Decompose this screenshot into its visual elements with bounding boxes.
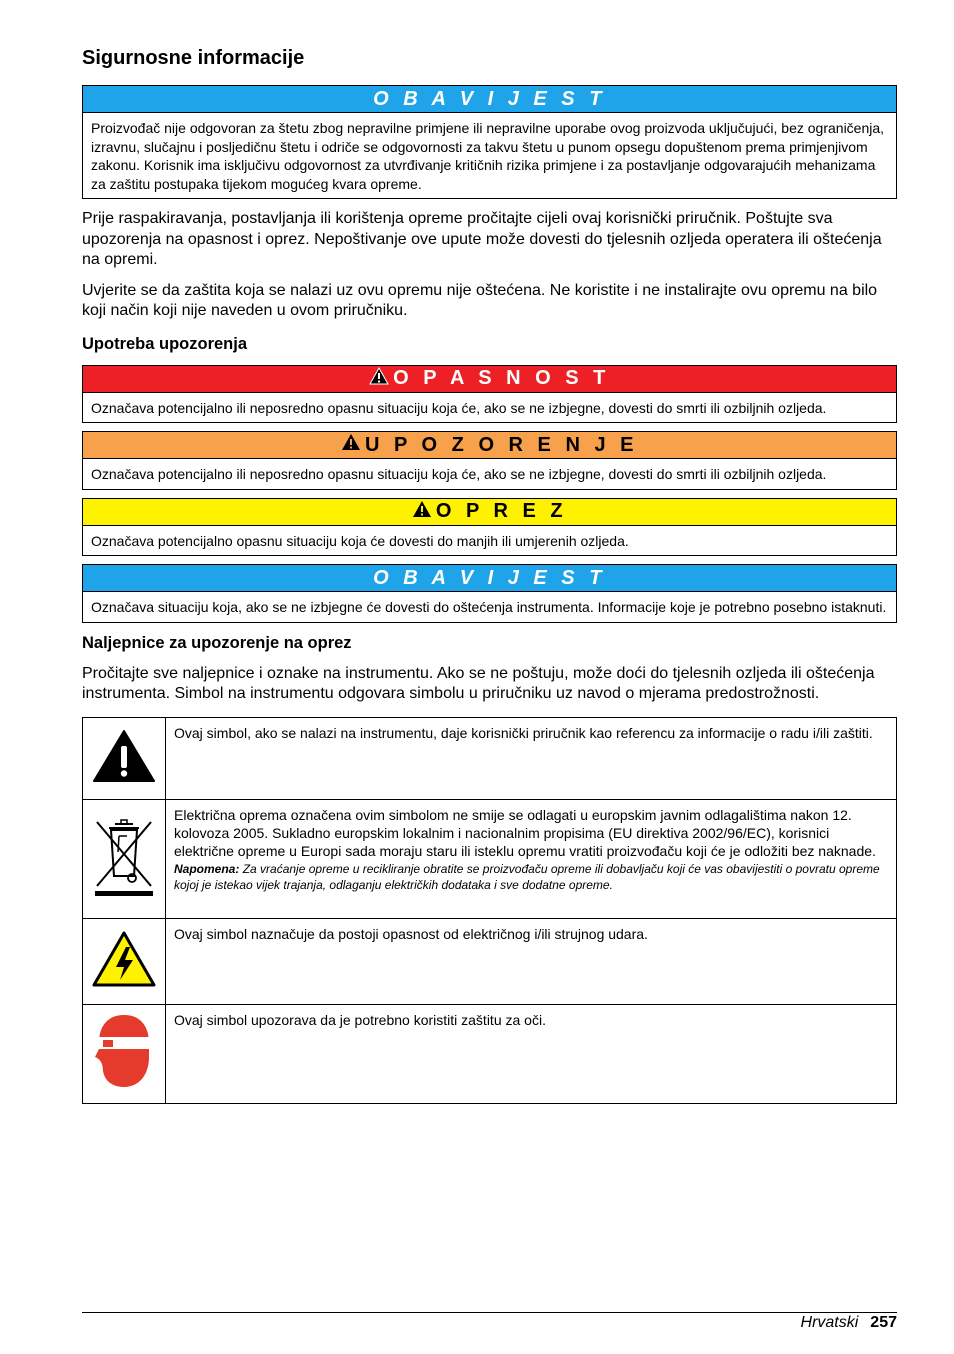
section-heading-warnings: Upotreba upozorenja <box>82 334 248 353</box>
page-number: 257 <box>870 1314 897 1331</box>
warning-label: U P O Z O R E N J E <box>365 433 638 456</box>
danger-text: Označava potencijalno ili neposredno opasnu situaciju koja će, ako se ne izbjegne, dovesti do smrti ili ozbiljnih ozljeda. <box>91 399 827 416</box>
danger-box <box>82 365 897 424</box>
footer-divider <box>82 1312 897 1313</box>
note <box>174 861 888 893</box>
table-row <box>83 717 897 799</box>
notice-box-top <box>82 85 897 199</box>
warning-triangle-icon <box>83 717 166 799</box>
note-label: Napomena: <box>174 861 240 876</box>
danger-label: O P A S N O S T <box>393 367 610 389</box>
symbols-table <box>82 717 897 1104</box>
caution-text: Označava potencijalno opasnu situaciju koja će dovesti do manjih ili umjerenih ozljeda. <box>91 532 629 549</box>
eye-protection-icon <box>83 1004 166 1103</box>
labels-paragraph: Pročitajte sve naljepnice i oznake na instrumentu. Ako se ne poštuju, može doći do tjelesnih ozljeda ili oštećenja instrumenta. Simbol na instrumentu odgovara simbolu u priručniku uz navod o mjerama predostrožnosti. <box>82 664 875 702</box>
danger-header <box>83 366 896 393</box>
warning-triangle-icon <box>412 500 432 524</box>
warning-text: Označava potencijalno ili neposredno opasnu situaciju koja će, ako se ne izbjegne, dovesti do smrti ili ozbiljnih ozljeda. <box>91 466 827 482</box>
symbol-description: Ovaj simbol upozorava da je potrebno koristiti zaštitu za oči. <box>166 1004 897 1103</box>
warning-triangle-icon <box>369 367 389 391</box>
caution-header <box>83 499 896 526</box>
warning-triangle-icon <box>341 433 361 457</box>
symbol-description: Ovaj simbol naznačuje da postoji opasnost od električnog i/ili strujnog udara. <box>166 918 897 1004</box>
notice-header: O B A V I J E S T <box>83 565 896 592</box>
footer-language: Hrvatski <box>800 1314 859 1331</box>
notice-header: O B A V I J E S T <box>83 86 896 113</box>
notice-box <box>82 564 897 623</box>
symbol-description <box>166 799 897 918</box>
weee-text: Električna oprema označena ovim simbolom ne smije se odlagati u europskim javnim odlagalištima nakon 12. kolovoza 2005. Sukladno europskim lokalnim i nacionalnim propisima (EU direktiva 2002/96/EC), korisnici električne opreme u Europi sada moraju staru ili isteklu opremu vratiti proizvođaču koji će je odložiti bez naknade. <box>174 806 876 859</box>
table-row <box>83 799 897 918</box>
weee-bin-icon <box>83 799 166 918</box>
warning-header <box>83 432 896 459</box>
caution-box <box>82 498 897 557</box>
table-row <box>83 1004 897 1103</box>
intro-paragraph: Prije raspakiravanja, postavljanja ili korištenja opreme pročitajte cijeli ovaj korisnički priručnik. Poštujte sva upozorenja na opasnost i oprez. Nepoštivanje ove upute može dovesti do tjelesnih ozljeda operatera ili oštećenja na opremi. <box>82 210 882 268</box>
note-text: Za vraćanje opreme u recikliranje obratite se proizvođaču opreme ili dobavljaču koji će vas obavijestiti o povratu opreme kojoj je istekao vijek trajanja, odlaganju električkih dodataka i sve dodatne opreme. <box>174 861 880 892</box>
caution-label: O P R E Z <box>435 500 568 522</box>
page-title: Sigurnosne informacije <box>82 47 305 69</box>
protection-paragraph: Uvjerite se da zaštita koja se nalazi uz ovu opremu nije oštećena. Ne koristite i ne instalirajte ovu opremu na bilo koji način koji nije naveden u ovom priručniku. <box>82 281 878 319</box>
page-footer <box>801 1314 897 1332</box>
notice-text: Označava situaciju koja, ako se ne izbjegne će dovesti do oštećenja instrumenta. Informacije koje je potrebno posebno istaknuti. <box>91 599 887 615</box>
table-row <box>83 918 897 1004</box>
warning-box <box>82 431 897 490</box>
section-heading-labels: Naljepnice za upozorenje na oprez <box>82 633 352 652</box>
electric-shock-icon <box>83 918 166 1004</box>
notice-text: Proizvođač nije odgovoran za štetu zbog nepravilne primjene ili nepravilne uporabe ovog proizvoda uključujući, bez ograničenja, izravnu, slučajnu i posljedičnu štetu i odriče se odgovornosti za takvu štetu u punom opsegu dopuštenom prema primjenjivom zakonu. Korisnik ima isključivu odgovornost za utvrđivanje kritičnih rizika primjene i za postavljanje odgovarajućih mehanizama za zaštitu postupaka tijekom mogućeg kvara opreme. <box>91 120 885 192</box>
symbol-description: Ovaj simbol, ako se nalazi na instrumentu, daje korisnički priručnik kao referencu za informacije o radu i/ili zaštiti. <box>166 717 897 799</box>
page-content <box>82 44 897 1104</box>
